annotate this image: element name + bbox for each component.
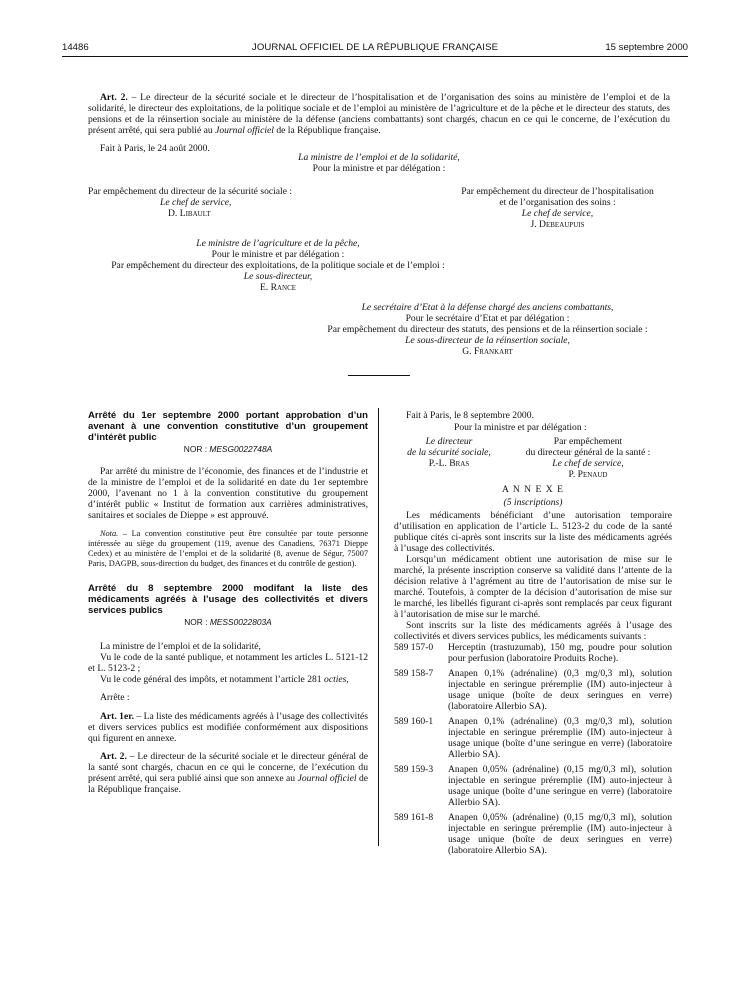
arrete-1-body: Par arrêté du ministre de l’économie, des finances et de l’industrie et de la ministre de l’emploi et de la solidarité en date du 1er septembre 2000, l’avenant no 1 à la convention constitutive du groupement d’intérêt public « Institut de formation aux carrières administratives, sanitaires et sociales de Dieppe » est approuvé.: [88, 466, 368, 521]
separator-rule: [348, 375, 410, 376]
issue-date: 15 septembre 2000: [605, 42, 688, 53]
agri-line-3: Par empêchement du directeur des exploitations, de la politique sociale et de l’emploi :: [111, 260, 445, 271]
left-column: [88, 410, 368, 795]
article-2-top: Art. 2. – Le directeur de la sécurité sociale et le directeur de l’hospitalisation et de l’organisation des soins au ministère de l’emploi et de la solidarité, le directeur des exploitations, de la politique sociale et de l’emploi au ministère de l’agriculture et de la pêche et le directeur des statuts, des pensions et de la réinsertion sociale au ministère de la défense (anciens combattants) sont chargés, chacun en ce qui le concerne, de l’exécution du présent arrêté, qui sera publié au Journal officiel de la République française.: [88, 92, 670, 136]
arrete-2-p1: La ministre de l’emploi et de la solidarité,: [100, 641, 261, 652]
medication-text: Anapen 0,05% (adrénaline) (0,15 mg/0,3 ml), solution injectable en seringue préremplie (IM) auto-injecteur à usage unique (boîte de deux seringues en verre) (laboratoire Allerbio SA).: [448, 812, 672, 856]
fait-a-paris-top: Fait à Paris, le 24 août 2000.: [100, 143, 210, 154]
right-sig-line-2: et de l’organisation des soins :: [499, 197, 616, 208]
sec-line-4: Le sous-directeur de la réinsertion sociale,: [405, 335, 570, 346]
agriculture-signature: [78, 238, 478, 293]
sec-line-3: Par empêchement du directeur des statuts, des pensions et de la réinsertion sociale :: [327, 324, 648, 335]
pour-ministre-right: Pour la ministre et par délégation :: [454, 422, 587, 433]
page-header: [62, 42, 688, 56]
arrete-1-nor: NOR : MESG0022748A: [183, 444, 273, 454]
medication-code: 589 157-0: [394, 642, 434, 653]
medication-entry: [394, 812, 672, 856]
medication-entry: [394, 716, 672, 760]
medication-entry: [394, 668, 672, 712]
sig-emp-1: Par empêchement: [553, 436, 623, 447]
arrete-2-art1: Art. 1er. – La liste des médicaments agréés à l’usage des collectivités et divers services publics est modifiée conformément aux dispositions qui figurent en annexe.: [88, 711, 368, 744]
right-sig-line-1: Par empêchement du directeur de l’hospitalisation: [461, 186, 654, 197]
right-sig-right: [504, 436, 672, 480]
sec-line-2: Pour le secrétaire d’Etat et par délégation :: [405, 313, 570, 324]
pour-ministre-line: Pour la ministre et par délégation :: [312, 163, 446, 174]
arrete-1-note: Nota. – La convention constitutive peut être consultée par toute personne intéressée au siège du groupement (119, avenue des Canadiens, 76371 Dieppe Cedex) et au ministère de l’emploi et de la solidarité (8, avenue de Ségur, 75007 Paris, DAGPB, sous-direction du budget, des finances et du contrôle de gestion).: [88, 529, 368, 568]
left-sig-name: D. Libault: [168, 208, 211, 219]
arrete-2-art2: Art. 2. – Le directeur de la sécurité sociale et le directeur général de la santé sont chargés, chacun en ce qui le concerne, de l’exécution du présent arrêté, qui sera publié ainsi que son annexe au Journal officiel de la République française.: [88, 751, 369, 795]
medication-entry: [394, 764, 672, 808]
medication-entry: [394, 642, 672, 664]
medication-list: [394, 642, 672, 856]
arrete-2-nor: NOR : MESS0022803A: [184, 617, 272, 627]
sig-director-title-2: de la sécurité sociale,: [407, 447, 491, 458]
arrete-2-p2: Vu le code de la santé publique, et notamment les articles L. 5121-12 et L. 5123-2 ;: [88, 652, 368, 674]
annexe-p3: Sont inscrits sur la liste des médicaments agréés à l’usage des collectivités et divers services publics, les médicaments suivants :: [394, 620, 672, 642]
column-divider: [378, 408, 379, 846]
left-signature: [88, 186, 368, 219]
agri-name: E. Rance: [259, 282, 297, 293]
annexe-p1: Les médicaments bénéficiant d’une autorisation temporaire d’utilisation en application de l’article L. 5123-2 du code de la santé publique cités ci-après sont inscrits sur la liste des médicaments agréés à l’usage des collectivités.: [394, 510, 672, 554]
left-sig-line-2: Le chef de service,: [160, 197, 232, 208]
medication-text: Anapen 0,1% (adrénaline) (0,3 mg/0,3 ml), solution injectable en seringue préremplie (IM) auto-injecteur à usage unique (boîte d’une seringue en verre) (laboratoire Allerbio SA).: [448, 716, 672, 760]
sig-director-name: P.-L. Bras: [428, 458, 470, 469]
left-sig-line-1: Par empêchement du directeur de la sécurité sociale :: [88, 186, 293, 197]
right-column: [394, 410, 672, 856]
agri-line-4: Le sous-directeur,: [243, 271, 313, 282]
header-rule: [62, 56, 688, 57]
medication-text: Herceptin (trastuzumab), 150 mg, poudre pour solution pour perfusion (laboratoire Produits Roche).: [448, 642, 672, 664]
annexe-subheading: (5 inscriptions): [503, 497, 563, 508]
sig-emp-name: P. Penaud: [568, 469, 608, 480]
sig-director-title: Le directeur: [425, 436, 473, 447]
medication-code: 589 158-7: [394, 668, 434, 679]
secretary-signature: [300, 302, 675, 357]
agri-line-1: Le ministre de l’agriculture et de la pêche,: [196, 238, 360, 249]
medication-code: 589 160-1: [394, 716, 434, 727]
right-signatures: [394, 436, 672, 480]
medication-text: Anapen 0,1% (adrénaline) (0,3 mg/0,3 ml), solution injectable en seringue préremplie (IM) auto-injecteur à usage unique (boîte de deux seringues en verre) (laboratoire Allerbio SA).: [448, 668, 672, 712]
medication-text: Anapen 0,05% (adrénaline) (0,15 mg/0,3 ml), solution injectable en seringue préremplie (IM) auto-injecteur à usage unique (boîte d’une seringue en verre) (laboratoire Allerbio SA).: [448, 764, 672, 808]
top-article: [88, 92, 670, 154]
agri-line-2: Pour le ministre et par délégation :: [211, 249, 345, 260]
sec-line-1: Le secrétaire d’Etat à la défense chargé des anciens combattants,: [361, 302, 614, 313]
fait-a-paris-right: Fait à Paris, le 8 septembre 2000.: [406, 410, 534, 421]
sig-emp-2: du directeur général de la santé :: [525, 447, 651, 458]
ministre-line: La ministre de l’emploi et de la solidarité,: [298, 152, 460, 163]
journal-title: JOURNAL OFFICIEL DE LA RÉPUBLIQUE FRANÇAISE: [251, 42, 499, 53]
annexe-p2: Lorsqu’un médicament obtient une autorisation de mise sur le marché, la présente inscription conserve sa validité dans l’attente de la décision relative à l’agrément au titre de l’autorisation de mise sur le marché. Toutefois, à compter de la décision d’autorisation de mise sur le marché, les libellés figurant ci-après sont remplacés par ceux figurant à l’autorisation de mise sur le marché.: [394, 554, 672, 620]
arrete-2-p3: Vu le code général des impôts, et notamment l’article 281 octies,: [100, 674, 349, 685]
medication-code: 589 159-3: [394, 764, 434, 775]
medication-code: 589 161-8: [394, 812, 434, 823]
arrete-2-title: Arrêté du 8 septembre 2000 modifant la liste des médicaments agréés à l’usage des collectivités et divers services publics: [88, 583, 368, 616]
sec-name: G. Frankart: [462, 346, 513, 357]
page-number: 14486: [62, 42, 89, 53]
right-signature: [440, 186, 675, 230]
annexe-heading: A N N E X E: [502, 484, 564, 495]
arrete-2-arrete: Arrête :: [100, 692, 130, 703]
arrete-1-title: Arrêté du 1er septembre 2000 portant approbation d’un avenant à une convention constitutive d’un groupement d’intérêt public: [88, 410, 368, 443]
right-sig-line-3: Le chef de service,: [521, 208, 594, 219]
right-sig-name: J. Debeaupuis: [530, 219, 585, 230]
right-sig-left: [394, 436, 504, 480]
sig-emp-3: Le chef de service,: [552, 458, 624, 469]
